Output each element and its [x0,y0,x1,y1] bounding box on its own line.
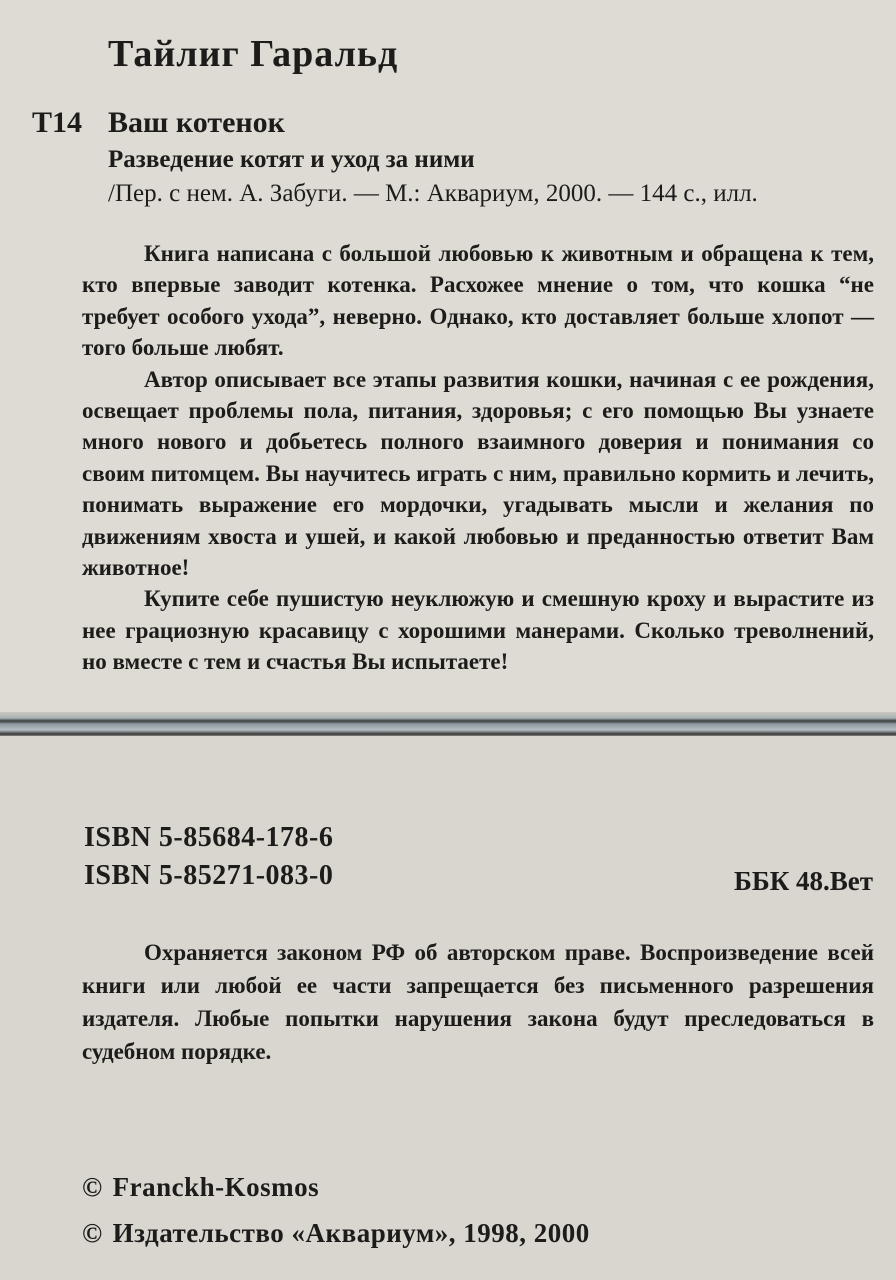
copyright-line [82,1172,319,1203]
isbn-line: ISBN 5-85684-178-6 [84,822,334,853]
copyright-notice [82,936,874,1068]
annotation-paragraph: Книга написана с большой любовью к животным и обращена к тем, кто впервые заводит котенка. Расхожее мнение о том, что кошка “не требует особого ухода”, неверно. Однако, кто доставляет больше хлопот — того больше любят. [82,241,874,361]
page-edge-divider [0,712,896,738]
copyright-notice-text: Охраняется законом РФ об авторском праве. Воспроизведение всей книги или любой ее части запрещается без письменного разрешения издателя. Любые попытки нарушения закона будут преследоваться в судебном порядке. [82,940,874,1064]
book-author: Тайлиг Гаральд [108,33,399,75]
catalog-code: Т14 [32,106,83,139]
book-title: Ваш котенок [108,106,285,139]
copyright-symbol: © [82,1218,103,1248]
copyright-symbol: © [82,1172,103,1202]
copyright-line [82,1218,590,1249]
annotation-paragraph: Купите себе пушистую неуклюжую и смешную кроху и вырастите из нее грациозную красавицу с хорошими манерами. Сколько треволнений, но вместе с тем и счастья Вы испытаете! [82,586,874,675]
annotation-paragraph: Автор описывает все этапы развития кошки, начиная с ее рождения, освещает проблемы пола, питания, здоровья; с его помощью Вы узнаете много нового и добьетесь полного взаимного доверия и понимания со своим питомцем. Вы научитесь играть с ним, правильно кормить и лечить, понимать выражение его мордочки, угадывать мысли и желания по движениям хвоста и ушей, и какой любовью и преданностью ответит Вам животное! [82,366,874,581]
book-subtitle: Разведение котят и уход за ними [108,146,475,173]
bbk-code: ББК 48.Вет [734,866,874,896]
annotation [82,238,874,678]
copyright-holder: Franckh-Kosmos [112,1172,320,1202]
copyright-holder: Издательство «Аквариум», 1998, 2000 [112,1218,590,1248]
bibliographic-line: /Пер. с нем. А. Забуги. — М.: Аквариум, 2000. — 144 с., илл. [108,180,758,207]
isbn-line: ISBN 5-85271-083-0 [84,860,334,891]
